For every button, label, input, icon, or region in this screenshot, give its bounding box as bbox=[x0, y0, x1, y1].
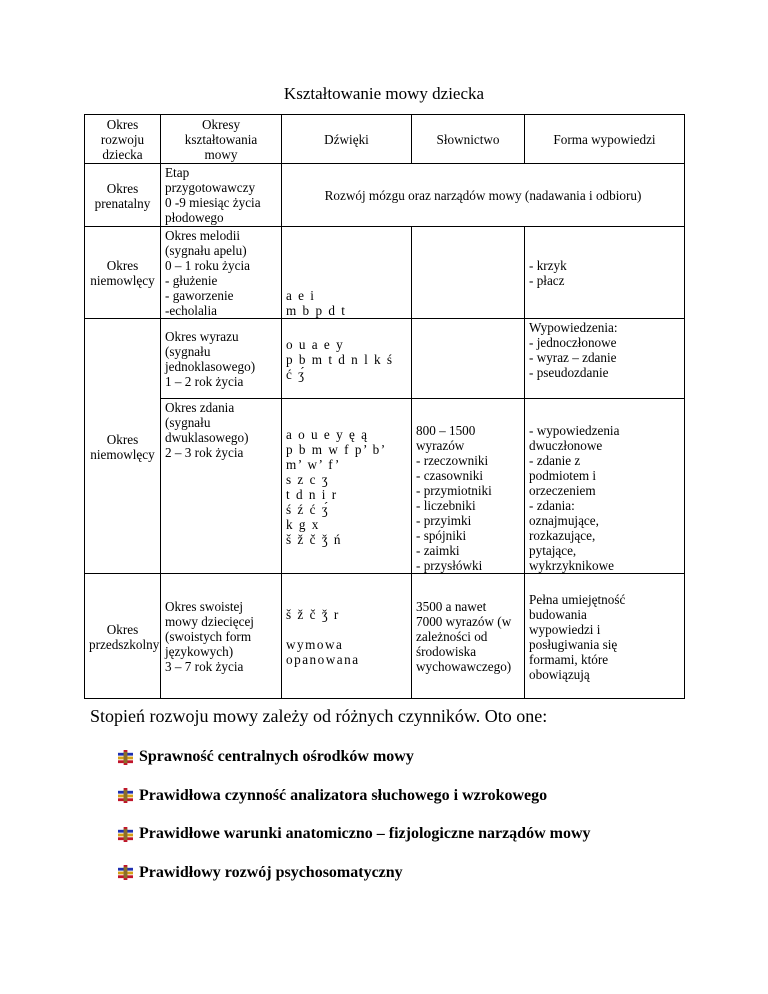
sounds-cell: o u a e y p b m t d n l k ś ć ʒ́ bbox=[282, 319, 412, 399]
header-stage: Okresy kształtowania mowy bbox=[161, 115, 282, 164]
vocabulary-cell: 800 – 1500 wyrazów - rzeczowniki - czasowniki - przymiotniki - liczebniki - przyimki - spójniki - zaimki - przysłówki bbox=[412, 399, 525, 574]
period-cell: Okres niemowlęcy bbox=[85, 319, 161, 574]
list-item-label: Sprawność centralnych ośrodków mowy bbox=[139, 748, 414, 766]
table-row bbox=[85, 399, 685, 574]
header-period: Okres rozwoju dziecka bbox=[85, 115, 161, 164]
vocabulary-cell bbox=[412, 227, 525, 319]
sounds-cell: a e i m b p d t bbox=[282, 227, 412, 319]
form-cell: Pełna umiejętność budowania wypowiedzi i posługiwania się formami, które obowiązują bbox=[525, 574, 685, 699]
sounds-cell: a o u e y ę ą p b m w f p’ b’ m’ w’ f’ s z c ʒ t d n i r ś ź ć ʒ́ k g x š ž č ǯ ń bbox=[282, 399, 412, 574]
period-cell: Okres przedszkolny bbox=[85, 574, 161, 699]
form-cell: Wypowiedzenia: - jednoczłonowe - wyraz – zdanie - pseudozdanie bbox=[525, 319, 685, 399]
list-item bbox=[118, 738, 738, 777]
vocabulary-cell bbox=[412, 319, 525, 399]
stage-cell: Okres swoistej mowy dziecięcej (swoistych form językowych) 3 – 7 rok życia bbox=[161, 574, 282, 699]
table-row bbox=[85, 164, 685, 227]
list-item-label: Prawidłowa czynność analizatora słuchowego i wzrokowego bbox=[139, 786, 548, 804]
header-vocabulary: Słownictwo bbox=[412, 115, 525, 164]
table-header-row bbox=[85, 115, 685, 164]
list-item bbox=[118, 854, 738, 893]
intro-text: Stopień rozwoju mowy zależy od różnych czynników. Oto one: bbox=[90, 706, 548, 726]
speech-development-table bbox=[84, 114, 685, 699]
span-cell: Rozwój mózgu oraz narządów mowy (nadawania i odbioru) bbox=[282, 164, 685, 227]
factor-list bbox=[118, 738, 738, 892]
form-cell: - wypowiedzenia dwuczłonowe - zdanie z podmiotem i orzeczeniem - zdania: oznajmujące, rozkazujące, pytające, wykrzyknikowe bbox=[525, 399, 685, 574]
list-item bbox=[118, 777, 738, 816]
pencil-bullet-icon bbox=[118, 788, 133, 803]
pencil-bullet-icon bbox=[118, 750, 133, 765]
table-row bbox=[85, 574, 685, 699]
header-sounds: Dźwięki bbox=[282, 115, 412, 164]
stage-cell: Okres melodii (sygnału apelu) 0 – 1 roku życia - głużenie - gaworzenie -echolalia bbox=[161, 227, 282, 319]
vocabulary-cell: 3500 a nawet 7000 wyrazów (w zależności od środowiska wychowawczego) bbox=[412, 574, 525, 699]
form-cell: - krzyk - płacz bbox=[525, 227, 685, 319]
document-title: Kształtowanie mowy dziecka bbox=[283, 84, 485, 103]
stage-cell: Okres zdania (sygnału dwuklasowego) 2 – 3 rok życia bbox=[161, 399, 282, 574]
list-item-label: Prawidłowe warunki anatomiczno – fizjologiczne narządów mowy bbox=[139, 825, 591, 843]
pencil-bullet-icon bbox=[118, 865, 133, 880]
period-cell: Okres niemowlęcy bbox=[85, 227, 161, 319]
stage-cell: Okres wyrazu (sygnału jednoklasowego) 1 – 2 rok życia bbox=[161, 319, 282, 399]
stage-cell: Etap przygotowawczy 0 -9 miesiąc życia płodowego bbox=[161, 164, 282, 227]
pencil-bullet-icon bbox=[118, 827, 133, 842]
sounds-cell: š ž č ǯ r wymowa opanowana bbox=[282, 574, 412, 699]
header-form: Forma wypowiedzi bbox=[525, 115, 685, 164]
list-item-label: Prawidłowy rozwój psychosomatyczny bbox=[139, 863, 403, 881]
list-item bbox=[118, 815, 738, 854]
period-cell: Okres prenatalny bbox=[85, 164, 161, 227]
table-row bbox=[85, 227, 685, 319]
table-row bbox=[85, 319, 685, 399]
